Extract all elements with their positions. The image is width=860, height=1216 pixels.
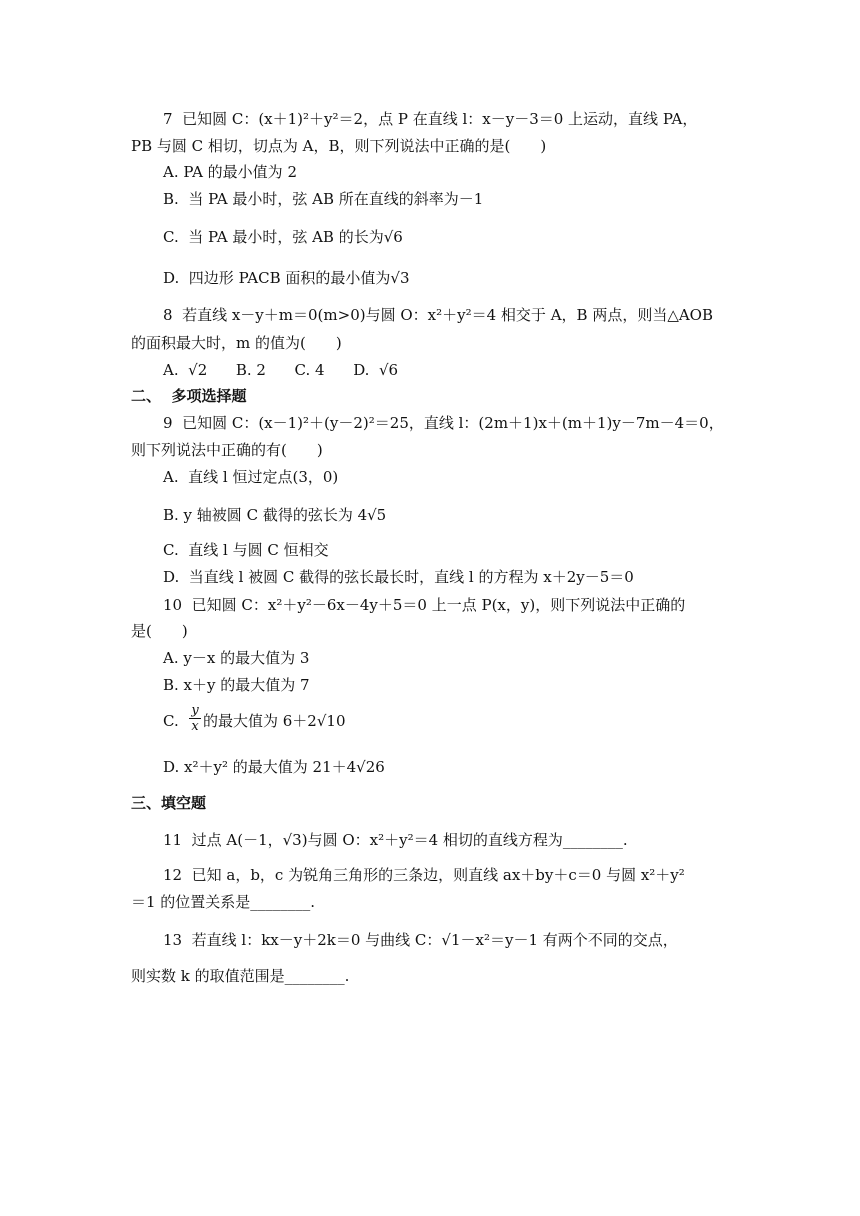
q7-stem-2: PB 与圆 C 相切，切点为 A，B，则下列说法中正确的是( ): [131, 137, 547, 155]
q7-option-c: C. 当 PA 最小时，弦 AB 的长为√6: [163, 228, 403, 246]
q9-option-d: D. 当直线 l 被圆 C 截得的弦长最长时，直线 l 的方程为 x＋2y－5＝0: [163, 568, 634, 586]
q7-line-1: [163, 109, 697, 129]
q7-option-d: D. 四边形 PACB 面积的最小值为√3: [163, 269, 410, 287]
section-heading-multiple-choice: 二、 多项选择题: [131, 387, 247, 405]
q12-line-2: ＝1 的位置关系是________.: [131, 893, 316, 911]
q7-line-2: [131, 136, 546, 156]
q7-option-a: A. PA 的最小值为 2: [163, 163, 297, 181]
q11-line: 11 过点 A(－1，√3)与圆 O：x²＋y²＝4 相切的直线方程为________.: [163, 831, 628, 849]
q13-line-1: 13 若直线 l：kx－y＋2k＝0 与曲线 C：√1－x²＝y－1 有两个不同的交点，: [163, 931, 678, 949]
q10-option-b: B. x＋y 的最大值为 7: [163, 676, 310, 694]
q9-option-c: C. 直线 l 与圆 C 恒相交: [163, 541, 329, 559]
q10-option-a: A. y－x 的最大值为 3: [163, 649, 310, 667]
q10-option-d: D. x²＋y² 的最大值为 21＋4√26: [163, 758, 385, 776]
q8-line-1: 8 若直线 x－y＋m＝0(m>0)与圆 O：x²＋y²＝4 相交于 A，B 两点，则当△AOB: [163, 306, 714, 324]
q10-line-2: 是( ): [131, 622, 188, 640]
q9-option-a: A. 直线 l 恒过定点(3，0): [163, 468, 339, 486]
q8-line-2: 的面积最大时，m 的值为( ): [131, 334, 342, 352]
q7-stem-1: 7 已知圆 C：(x＋1)²＋y²＝2，点 P 在直线 l：x－y－3＝0 上运动，直线 PA，: [163, 110, 698, 128]
document-page: 7 已知圆 C：(x＋1)²＋y²＝2，点 P 在直线 l：x－y－3＝0 上运动，直线 PA， PB 与圆 C 相切，切点为 A，B，则下列说法中正确的是( ) A. PA 的最小值为 2 B. 当 PA 最小时，弦 AB 所在直线的斜率为－1 C. 当 PA 最小时，弦 AB 的长为√6 D. 四边形 PACB 面积的最小值为√3 8 若直线 x－y＋m＝0(m>0)与圆 O：x²＋y²＝4 相交于 A，B 两点，则当△AOB 的面积最大时，m 的值为( ) A. √2 B. 2 C. 4 D. √6 二、 多项选择题 9 已知圆 C：(x－1)²＋(y－2)²＝25，直线 l：(2m＋1)x＋(m＋1)y－7m－4＝0， 则下列说法中正确的有( ) A. 直线 l 恒过定点(3，0) B. y 轴被圆 C 截得的弦长为 4√5 C. 直线 l 与圆 C 恒相交 D. 当直线 l 被圆 C 截得的弦长最长时，直线 l 的方程为 x＋2y－5＝0 10 已知圆 C：x²＋y²－6x－4y＋5＝0 上一点 P(x，y)，则下列说法中正确的 是( ) A. y－x 的最大值为 3 B. x＋y 的最大值为 7 C. y x 的最大值为 6＋2√10 D. x²＋y² 的最大值为 21＋4√26 三、填空题 11 过点 A(－1，√3)与圆 O：x²＋y²＝4 相切的直线方程为________. 12 已知 a，b，c 为锐角三角形的三条边，则直线 ax＋by＋c＝0 与圆 x²＋y² ＝1 的位置关系是________. 13 若直线 l：kx－y＋2k＝0 与曲线 C：√1－x²＝y－1 有两个不同的交点， 则实数 k 的取值范围是________.: [131, 110, 724, 985]
q9-line-1: 9 已知圆 C：(x－1)²＋(y－2)²＝25，直线 l：(2m＋1)x＋(m＋1)y－7m－4＝0，: [163, 414, 724, 432]
section-heading-fill-in: 三、填空题: [131, 794, 207, 812]
q8-options: A. √2 B. 2 C. 4 D. √6: [163, 361, 399, 379]
q9-option-b: B. y 轴被圆 C 截得的弦长为 4√5: [163, 506, 387, 524]
q12-line-1: 12 已知 a，b，c 为锐角三角形的三条边，则直线 ax＋by＋c＝0 与圆 x²＋y²: [163, 866, 685, 884]
q13-line-2: 则实数 k 的取值范围是________.: [131, 967, 350, 985]
q7-option-b: B. 当 PA 最小时，弦 AB 所在直线的斜率为－1: [163, 190, 484, 208]
q9-line-2: 则下列说法中正确的有( ): [131, 441, 323, 459]
q10-line-1: 10 已知圆 C：x²＋y²－6x－4y＋5＝0 上一点 P(x，y)，则下列说法中正确的: [163, 596, 686, 614]
fraction-y-over-x: y x: [189, 703, 201, 734]
